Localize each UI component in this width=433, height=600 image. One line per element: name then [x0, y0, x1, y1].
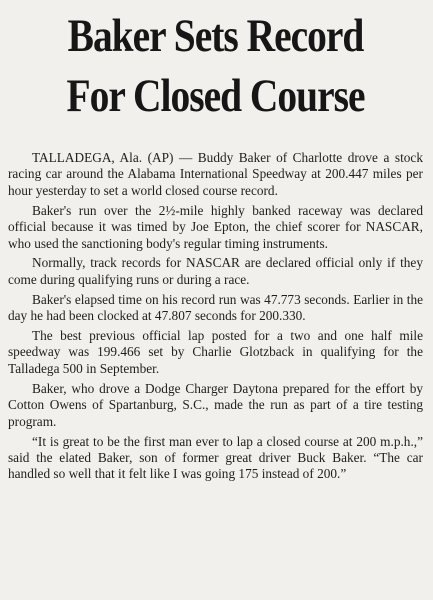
article-paragraph: Baker's run over the 2½-mile highly banked raceway was declared official because it was timed by Joe Epton, the chief scorer for NASCAR, who used the sanctioning body's regular timing instruments.	[8, 202, 423, 251]
article-paragraph-dateline: TALLADEGA, Ala. (AP) — Buddy Baker of Charlotte drove a stock racing car around the Alabama International Speedway at 200.447 miles per hour yesterday to set a world closed course record.	[8, 150, 423, 198]
article-paragraph: Baker's elapsed time on his record run was 47.773 seconds. Earlier in the day he had been clocked at 47.807 seconds for 200.330.	[8, 291, 423, 324]
article-body	[8, 150, 423, 483]
article-paragraph: Normally, track records for NASCAR are declared official only if they come during qualifying runs or during a race.	[8, 255, 423, 287]
headline-line-1: Baker Sets Record	[67, 10, 364, 62]
article-paragraph: The best previous official lap posted for a two and one half mile speedway was 199.466 set by Charlie Glotzback in qualifying for the Talladega 500 in September.	[8, 328, 423, 376]
article-paragraph-quote: “It is great to be the first man ever to lap a closed course at 200 m.p.h.,” said the elated Baker, son of former great driver Buck Baker. “The car handled so well that it felt like I was going 175 instead of 200.”	[8, 433, 423, 482]
headline-line-2: For Closed Course	[66, 70, 365, 122]
headline	[41, 6, 390, 126]
article-paragraph: Baker, who drove a Dodge Charger Daytona prepared for the effort by Cotton Owens of Spartanburg, S.C., made the run as part of a tire testing program.	[8, 380, 423, 429]
